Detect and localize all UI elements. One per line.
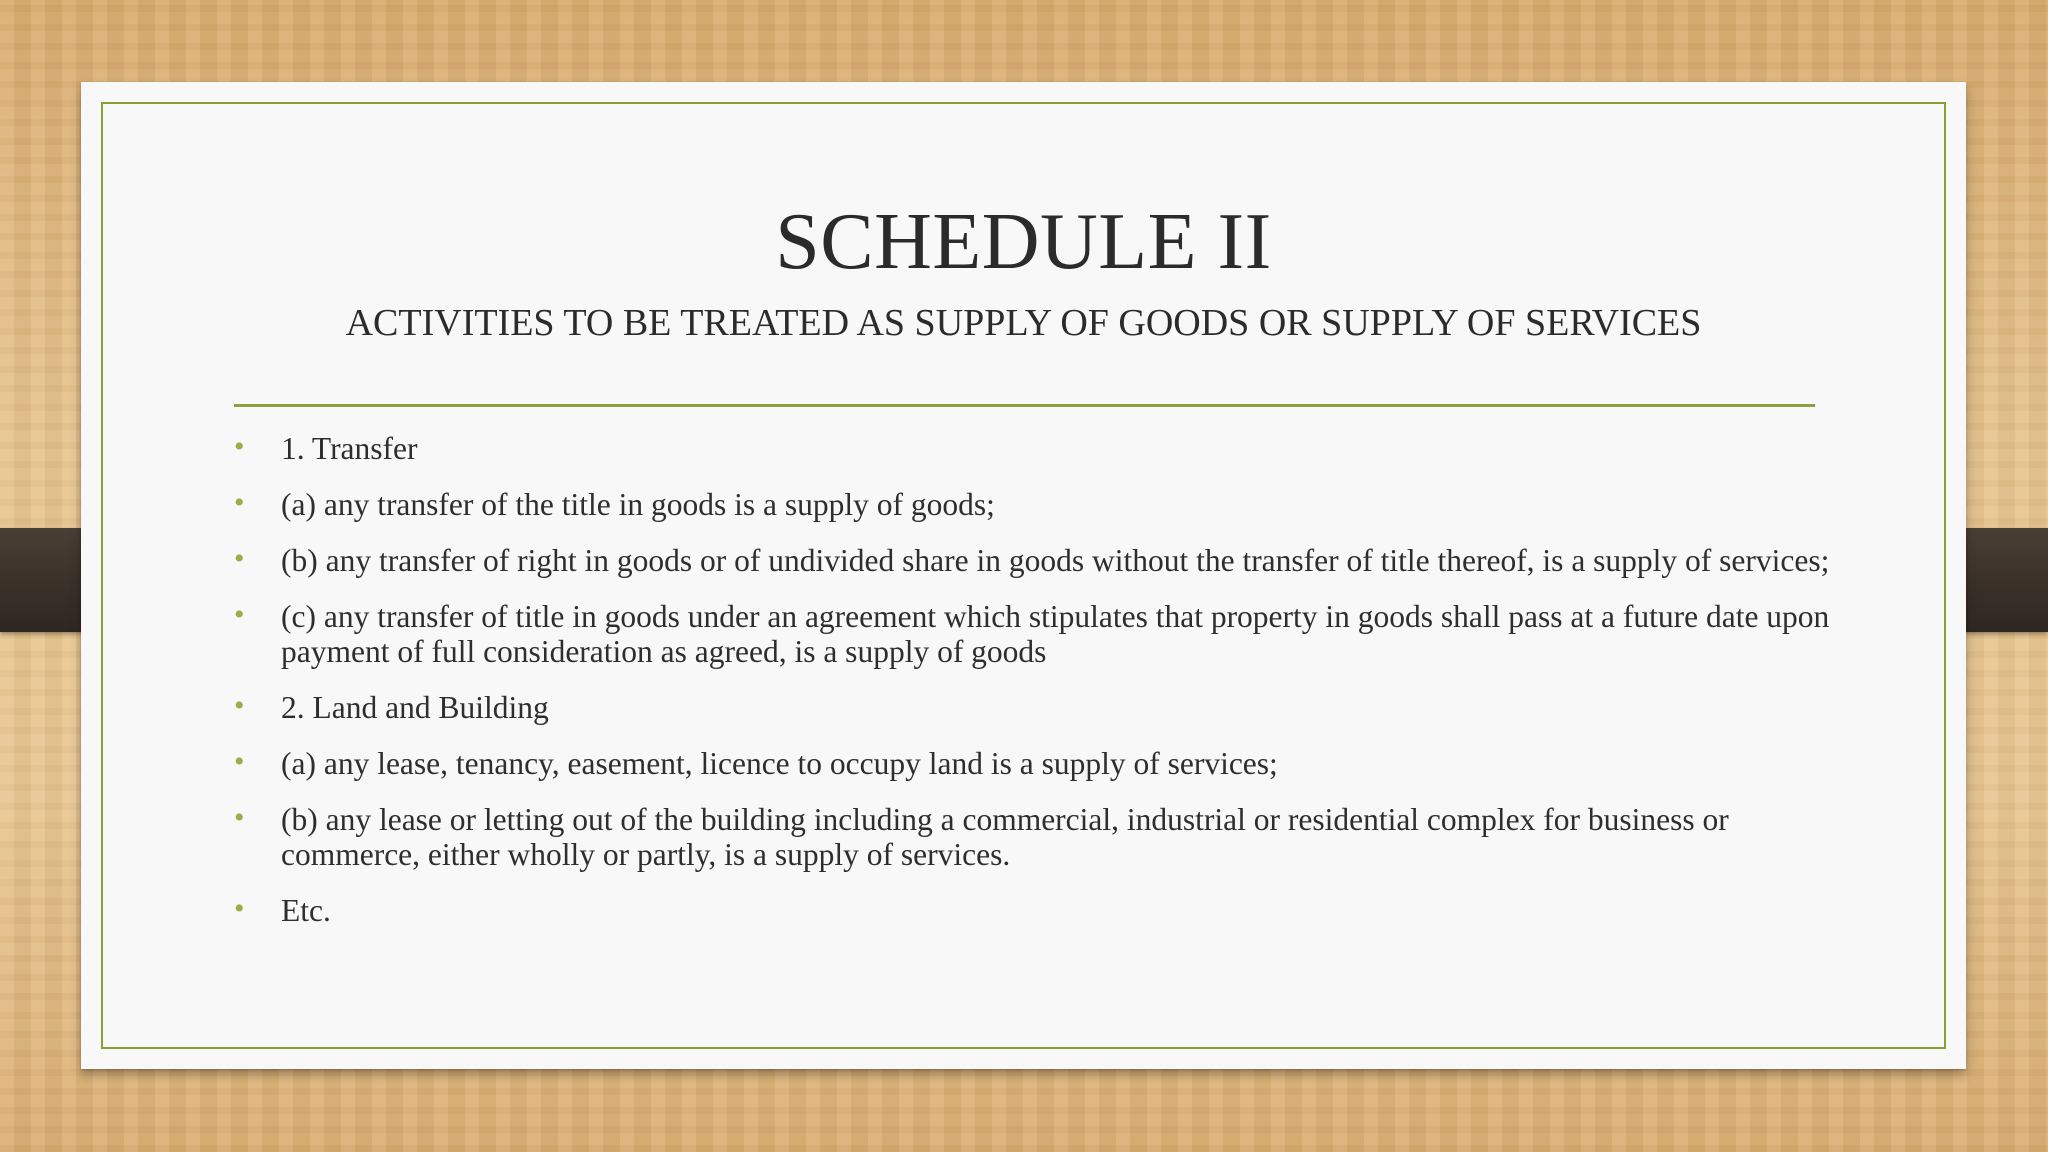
slide-title: SCHEDULE II xyxy=(775,198,1272,286)
bullet-item-2a xyxy=(234,746,1834,781)
slide-subtitle: ACTIVITIES TO BE TREATED AS SUPPLY OF GOODS OR SUPPLY OF SERVICES xyxy=(345,302,1702,344)
bullet-text: (b) any lease or letting out of the building including a commercial, industrial or residential complex for business or commerce, either wholly or partly, is a supply of services. xyxy=(281,802,1729,872)
bullet-text: (b) any transfer of right in goods or of undivided share in goods without the transfer of title thereof, is a supply of services; xyxy=(281,543,1830,578)
bullet-text: Etc. xyxy=(281,893,331,928)
bullet-text: (a) any transfer of the title in goods is a supply of goods; xyxy=(281,487,995,522)
bullet-dot-icon: • xyxy=(234,801,245,834)
bullet-item-1-transfer xyxy=(234,431,1834,466)
bullet-text: 2. Land and Building xyxy=(281,690,549,725)
slide-card xyxy=(81,82,1966,1069)
bullet-item-1a xyxy=(234,487,1834,522)
bullet-dot-icon: • xyxy=(234,430,245,463)
bullet-text: 1. Transfer xyxy=(281,431,418,466)
bullet-dot-icon: • xyxy=(234,542,245,575)
bullet-item-1b xyxy=(234,543,1834,578)
bullet-item-1c xyxy=(234,599,1834,669)
bullet-dot-icon: • xyxy=(234,892,245,925)
bullet-item-2-land-and-building xyxy=(234,690,1834,725)
title-divider xyxy=(234,404,1815,407)
bullet-dot-icon: • xyxy=(234,689,245,722)
bullet-text: (c) any transfer of title in goods under an agreement which stipulates that property in goods shall pass at a future date upon payment of full consideration as agreed, is a supply of goods xyxy=(281,599,1830,669)
bullet-item-etc xyxy=(234,893,1834,928)
bullet-list xyxy=(234,431,1834,949)
bullet-dot-icon: • xyxy=(234,486,245,519)
bullet-dot-icon: • xyxy=(234,598,245,631)
bullet-item-2b xyxy=(234,802,1834,872)
bullet-text: (a) any lease, tenancy, easement, licence to occupy land is a supply of services; xyxy=(281,746,1278,781)
bullet-dot-icon: • xyxy=(234,745,245,778)
